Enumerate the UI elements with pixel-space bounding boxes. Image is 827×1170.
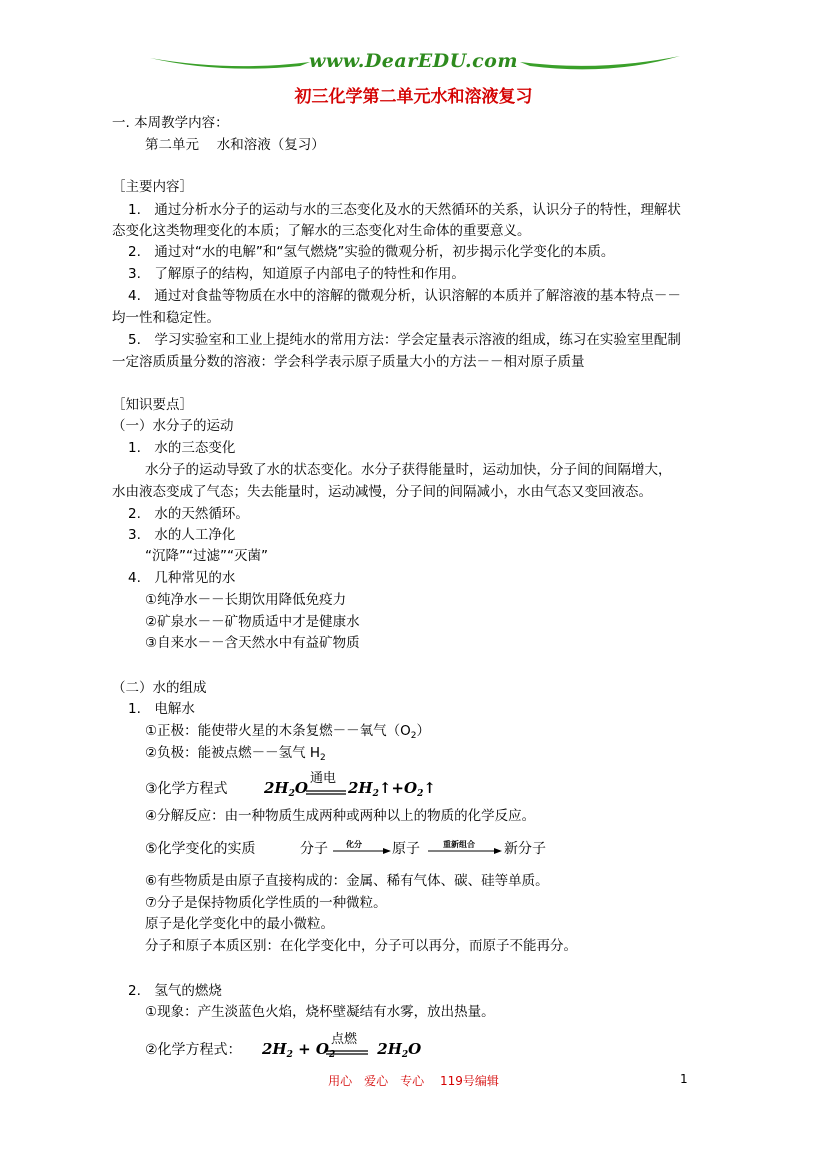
- arrow-label: 化分: [346, 840, 362, 849]
- main-item: 4. 通过对食盐等物质在水中的溶解的微观分析，认识溶解的本质并了解溶液的基本特点－－: [128, 288, 681, 304]
- part1-line: ③自来水－－含天然水中有益矿物质: [145, 635, 360, 651]
- part1-line: 2. 水的天然循环。: [128, 506, 249, 522]
- arrow-right-icon: [333, 847, 391, 855]
- part1-line: 水由液态变成了气态；失去能量时，运动减慢，分子间的间隔减小，水由气态又变回液态。: [112, 484, 652, 500]
- site-logo-text: www.DearEDU.com: [309, 50, 518, 72]
- footer-text: 用心 爱心 专心 119号编辑: [328, 1074, 499, 1088]
- main-item: 一定溶质质量分数的溶液：学会科学表示原子质量大小的方法－－相对原子质量: [112, 354, 585, 370]
- part2-line: 原子是化学变化中的最小微粒。: [145, 916, 334, 932]
- part2-line: ④分解反应：由一种物质生成两种或两种以上的物质的化学反应。: [145, 808, 536, 824]
- double-line-sign: [326, 1050, 368, 1056]
- part1-line: ①纯净水－－长期饮用降低免疫力: [145, 592, 347, 608]
- part2-heading: （二）水的组成: [112, 680, 207, 696]
- arrow-right-icon: [428, 847, 502, 855]
- main-item: 态变化这类物理变化的本质；了解水的三态变化对生命体的重要意义。: [112, 223, 531, 239]
- combustion-equation: $2H_2 + O_2$ $2H_2O$: [262, 1040, 422, 1060]
- electrolysis-equation: $2H_2O$ $2H_2↑+O_2↑$: [264, 779, 436, 799]
- main-item: 1. 通过分析水分子的运动与水的三态变化及水的天然循环的关系，认识分子的特性，理解状: [128, 202, 681, 218]
- part2-line: 1. 电解水: [128, 701, 195, 717]
- part1-line: 3. 水的人工净化: [128, 527, 236, 543]
- main-item: 5. 学习实验室和工业上提纯水的常用方法：学会定量表示溶液的组成，练习在实验室里配制: [128, 332, 681, 348]
- page-title: 初三化学第二单元水和溶液复习: [294, 87, 533, 107]
- part2-line: 2. 氢气的燃烧: [128, 983, 222, 999]
- part1-line: 4. 几种常见的水: [128, 570, 236, 586]
- unit-line: 第二单元 水和溶液（复习）: [145, 137, 325, 153]
- part2-line: ⑦分子是保持物质化学性质的一种微粒。: [145, 895, 387, 911]
- part2-line: ①正极：能使带火星的木条复燃－－氧气$(O_2)$: [145, 723, 430, 741]
- part1-line: 1. 水的三态变化: [128, 440, 236, 456]
- essence-atom: 原子: [392, 841, 420, 857]
- equation-label: ②化学方程式：: [145, 1042, 242, 1058]
- main-item: 均一性和稳定性。: [112, 310, 220, 326]
- double-line-sign: [306, 790, 346, 796]
- section-heading: 一. 本周教学内容：: [112, 115, 229, 131]
- reaction-condition: 通电: [310, 771, 337, 786]
- page-number: 1: [680, 1072, 688, 1086]
- part2-line: ⑥有些物质是由原子直接构成的：金属、稀有气体、碳、硅等单质。: [145, 873, 549, 889]
- essence-label: ⑤化学变化的实质: [145, 841, 256, 857]
- essence-new-molecule: 新分子: [504, 841, 546, 857]
- part1-line: “沉降”“过滤”“灭菌”: [145, 548, 268, 564]
- knowledge-heading: ［知识要点］: [112, 397, 193, 413]
- part2-line: ②负极：能被点燃－－氢气 $H_2$: [145, 745, 326, 763]
- equation-label: ③化学方程式: [145, 781, 228, 797]
- part1-line: ②矿泉水－－矿物质适中才是健康水: [145, 614, 360, 630]
- main-item: 3. 了解原子的结构，知道原子内部电子的特性和作用。: [128, 266, 465, 282]
- part2-line: 分子和原子本质区别：在化学变化中，分子可以再分，而原子不能再分。: [145, 938, 577, 954]
- site-logo: [0, 50, 827, 72]
- main-item: 2. 通过对“水的电解”和“氢气燃烧”实验的微观分析，初步揭示化学变化的本质。: [128, 244, 615, 260]
- part2-line: ①现象：产生淡蓝色火焰，烧杯壁凝结有水雾，放出热量。: [145, 1004, 495, 1020]
- arrow-label: 重新组合: [443, 840, 475, 849]
- essence-molecule: 分子: [300, 841, 328, 857]
- part1-line: 水分子的运动导致了水的状态变化。水分子获得能量时，运动加快，分子间的间隔增大，: [145, 462, 672, 478]
- main-content-heading: ［主要内容］: [112, 179, 193, 195]
- reaction-condition: 点燃: [331, 1032, 358, 1047]
- part1-heading: （一）水分子的运动: [112, 418, 234, 434]
